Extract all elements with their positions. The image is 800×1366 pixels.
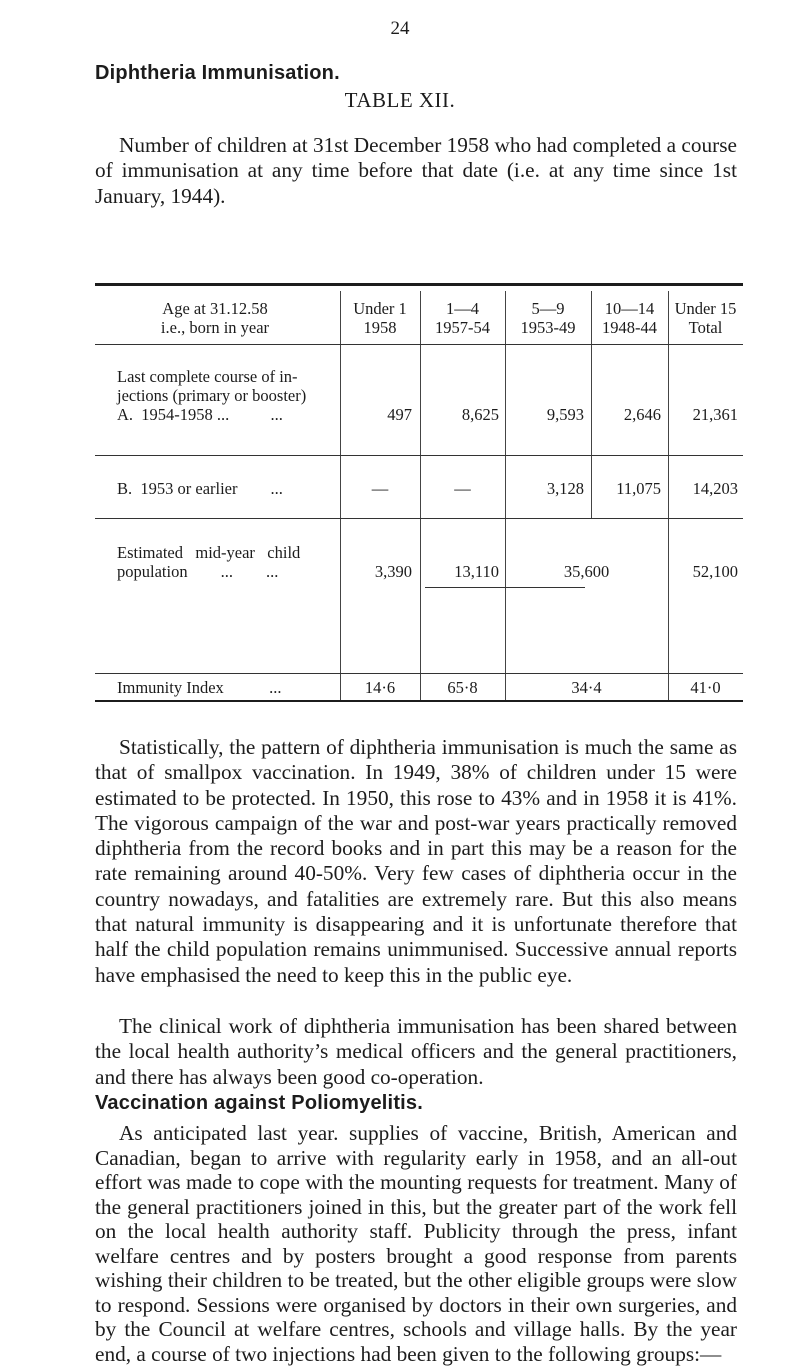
table-bottom-rule	[95, 700, 743, 702]
col-header-total: Total	[688, 318, 723, 337]
row-c-total: 52,100	[692, 562, 738, 581]
col-header-under1: Under 1	[353, 299, 407, 318]
col-header-1-4-year: 1957-54	[435, 318, 490, 337]
row-d-under1: 14·6	[364, 678, 396, 697]
row-a-label-line3: A. 1954-1958 ... ...	[117, 405, 283, 424]
diphtheria-paragraph-2: The clinical work of diphtheria immunisation has been shared between the local health authority’s medical officers and the general practitioners, and there has always been good co-operation.	[95, 1014, 737, 1089]
col-header-10-14: 10—14	[604, 299, 655, 318]
row-d-1-4: 65·8	[447, 678, 478, 697]
table-intro-paragraph: Number of children at 31st December 1958 who had completed a course of immunisation at any time before that date (i.e. at any time since 1st January, 1944).	[95, 133, 737, 208]
row-c-under1: 3,390	[374, 562, 412, 581]
col-header-10-14-year: 1948-44	[602, 318, 657, 337]
col-header-5-9: 5—9	[531, 299, 565, 318]
immunisation-table	[95, 283, 743, 703]
col-header-1-4: 1—4	[446, 299, 479, 318]
col-header-under15: Under 15	[674, 299, 737, 318]
row-b-label: B. 1953 or earlier ...	[117, 479, 283, 498]
row-a-5-9: 9,593	[546, 405, 584, 424]
header-age-line2: i.e., born in year	[160, 318, 270, 337]
row-c-1-4: 13,110	[454, 562, 499, 581]
row-a-label-line2: jections (primary or booster)	[117, 386, 307, 405]
row-b-1-4: —	[454, 479, 471, 498]
row-a-under1: 497	[387, 405, 412, 424]
section-heading-poliomyelitis: Vaccination against Poliomyelitis.	[95, 1092, 424, 1114]
row-c-label-line1: Estimated mid-year child	[117, 543, 301, 562]
section-heading-diphtheria: Diphtheria Immunisation.	[95, 62, 340, 84]
row-a-1-4: 8,625	[461, 405, 499, 424]
polio-paragraph-1: As anticipated last year. supplies of vaccine, British, American and Canadian, began to arrive with regularity early in 1958, and an all-out effort was made to cope with the mounting requests for treatment. Many of the general practitioners joined in this, but the greater part of the work fell on the local health authority staff. Publicity through the press, infant welfare centres and by posters brought a good response from parents wishing their children to be treated, but the other eligible groups were slow to respond. Sessions were organised by doctors in their own surgeries, and by the Council at welfare centres, schools and village halls. By the year end, a course of two injections had been given to the following groups:—	[95, 1121, 737, 1366]
row-d-label: Immunity Index ...	[117, 678, 282, 697]
page-number: 24	[390, 18, 410, 39]
header-age-line1: Age at 31.12.58	[162, 299, 268, 318]
row-a-10-14: 2,646	[623, 405, 661, 424]
row-b-10-14: 11,075	[616, 479, 661, 498]
table-top-rule	[95, 283, 743, 286]
row-a-label-line1: Last complete course of in-	[117, 367, 298, 386]
row-c-label-line2: population ... ...	[117, 562, 279, 581]
row-d-total: 41·0	[690, 678, 721, 697]
col-header-under1-year: 1958	[363, 318, 397, 337]
row-b-total: 14,203	[692, 479, 738, 498]
row-b-under1: —	[371, 479, 389, 498]
row-a-total: 21,361	[692, 405, 738, 424]
table-title: TABLE XII.	[344, 88, 456, 112]
row-b-5-9: 3,128	[546, 479, 584, 498]
diphtheria-paragraph-1: Statistically, the pattern of diphtheria immunisation is much the same as that of smallpox vaccination. In 1949, 38% of children under 15 were estimated to be protected. In 1950, this rose to 43% and in 1958 it is 41%. The vigorous campaign of the war and post-war years practically removed diphtheria from the record books and in part this may be a reason for the rate remaining around 40-50%. Very few cases of diphtheria occur in the country nowadays, and fatalities are extremely rare. But this also means that natural immunity is disappearing and it is unfortunate therefore that half the child population remains unimmunised. Successive annual reports have emphasised the need to keep this in the public eye.	[95, 735, 737, 987]
row-c-5-14: 35,600	[563, 562, 610, 581]
row-d-5-14: 34·4	[571, 678, 602, 697]
col-header-5-9-year: 1953-49	[520, 318, 576, 337]
